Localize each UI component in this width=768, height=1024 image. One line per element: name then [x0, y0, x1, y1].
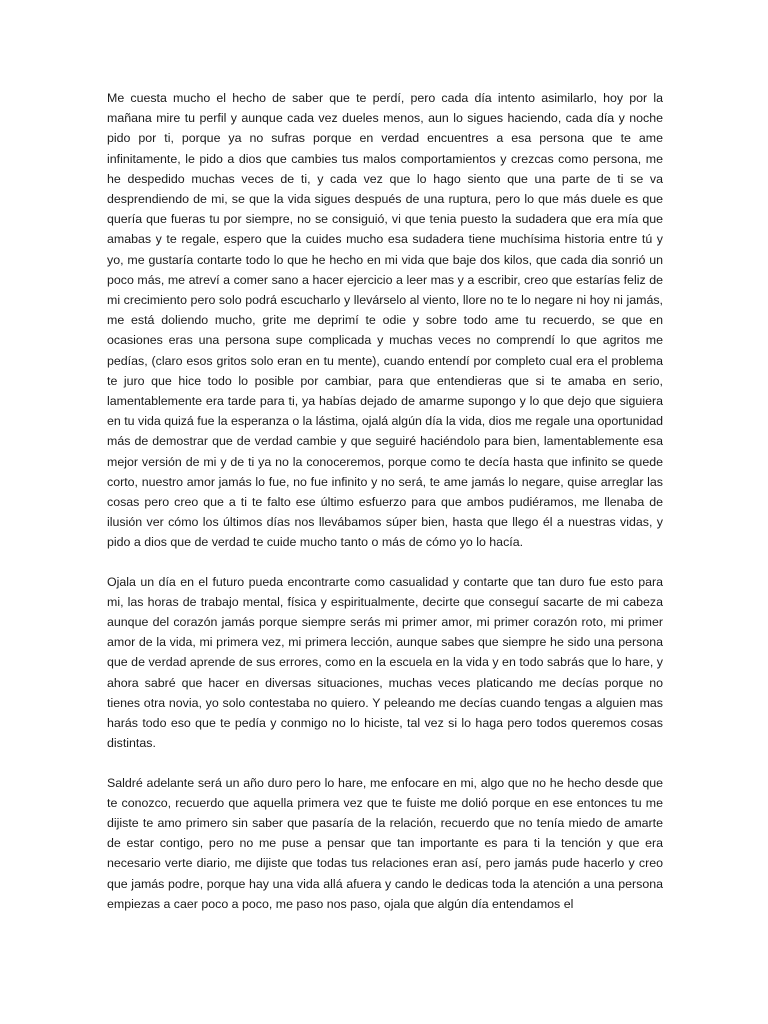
paragraph-1: Me cuesta mucho el hecho de saber que te perdí, pero cada día intento asimilarlo, hoy por la mañana mire tu perfil y aunque cada vez dueles menos, aun lo sigues haciendo, cada día y noche pido por ti, porque ya no sufras porque en verdad encuentres a esa persona que te ame infinitamente, le pido a dios que cambies tus malos comportamientos y crezcas como persona, me he despedido muchas veces de ti, y cada vez que lo hago siento que una parte de ti se va desprendiendo de mi, se que la vida sigues después de una ruptura, pero lo que más duele es que quería que fueras tu por siempre, no se consiguió, vi que tenia puesto la sudadera que era mía que amabas y te regale, espero que la cuides mucho esa sudadera tiene muchísima historia entre tú y yo, me gustaría contarte todo lo que he hecho en mi vida que baje dos kilos, que cada dia sonrió un poco más, me atreví a comer sano a hacer ejercicio a leer mas y a escribir, creo que estarías feliz de mi crecimiento pero solo podrá escucharlo y llevárselo al viento, llore no te lo negare ni hoy ni jamás, me está doliendo mucho, grite me deprimí te odie y sobre todo ame tu recuerdo, se que en ocasiones eras una persona supe complicada y muchas veces no comprendí lo que agritos me pedías, (claro esos gritos solo eran en tu mente), cuando entendí por completo cual era el problema te juro que hice todo lo posible por cambiar, para que entendieras que si te amaba en serio, lamentablemente era tarde para ti, ya habías dejado de amarme supongo y lo que dejo que siguiera en tu vida quizá fue la esperanza o la lástima, ojalá algún día la vida, dios me regale una oportunidad más de demostrar que de verdad cambie y que seguiré haciéndolo para bien, lamentablemente esa mejor versión de mi y de ti ya no la conoceremos, porque como te decía hasta que infinito se quede corto, nuestro amor jamás lo fue, no fue infinito y no será, te ame jamás lo negare, quise arreglar las cosas pero creo que a ti te falto ese último esfuerzo para que ambos pudiéramos, me llenaba de ilusión ver cómo los últimos días nos llevábamos súper bien, hasta que llego él a nuestras vidas, y pido a dios que de verdad te cuide mucho tanto o más de cómo yo lo hacía.	[107, 91, 663, 550]
paragraph-2: Ojala un día en el futuro pueda encontrarte como casualidad y contarte que tan duro fue esto para mi, las horas de trabajo mental, física y espiritualmente, decirte que conseguí sacarte de mi cabeza aunque del corazón jamás porque siempre serás mi primer amor, mi primer corazón roto, mi primer amor de la vida, mi primera vez, mi primera lección, aunque sabes que siempre he sido una persona que de verdad aprende de sus errores, como en la escuela en la vida y en todo sabrás que lo hare, y ahora sabré que hacer en diversas situaciones, muchas veces platicando me decías porque no tienes otra novia, yo solo contestaba no quiero. Y peleando me decías cuando tengas a alguien mas harás todo eso que te pedía y conmigo no lo hiciste, tal vez si lo haga pero todos queremos cosas distintas.	[107, 574, 663, 751]
letter-body	[107, 88, 663, 933]
paragraph-3: Saldré adelante será un año duro pero lo hare, me enfocare en mi, algo que no he hecho desde que te conozco, recuerdo que aquella primera vez que te fuiste me dolió porque en ese entonces tu me dijiste te amo primero sin saber que pasaría de la relación, recuerdo que no tenía miedo de amarte de estar contigo, pero no me puse a pensar que tan importante es para ti la tención y que era necesario verte diario, me dijiste que todas tus relaciones eran así, pero jamás pude hacerlo y creo que jamás podre, porque hay una vida allá afuera y cando le dedicas toda la atención a una persona empiezas a caer poco a poco, me paso nos paso, ojala que algún día entendamos el	[107, 775, 663, 911]
